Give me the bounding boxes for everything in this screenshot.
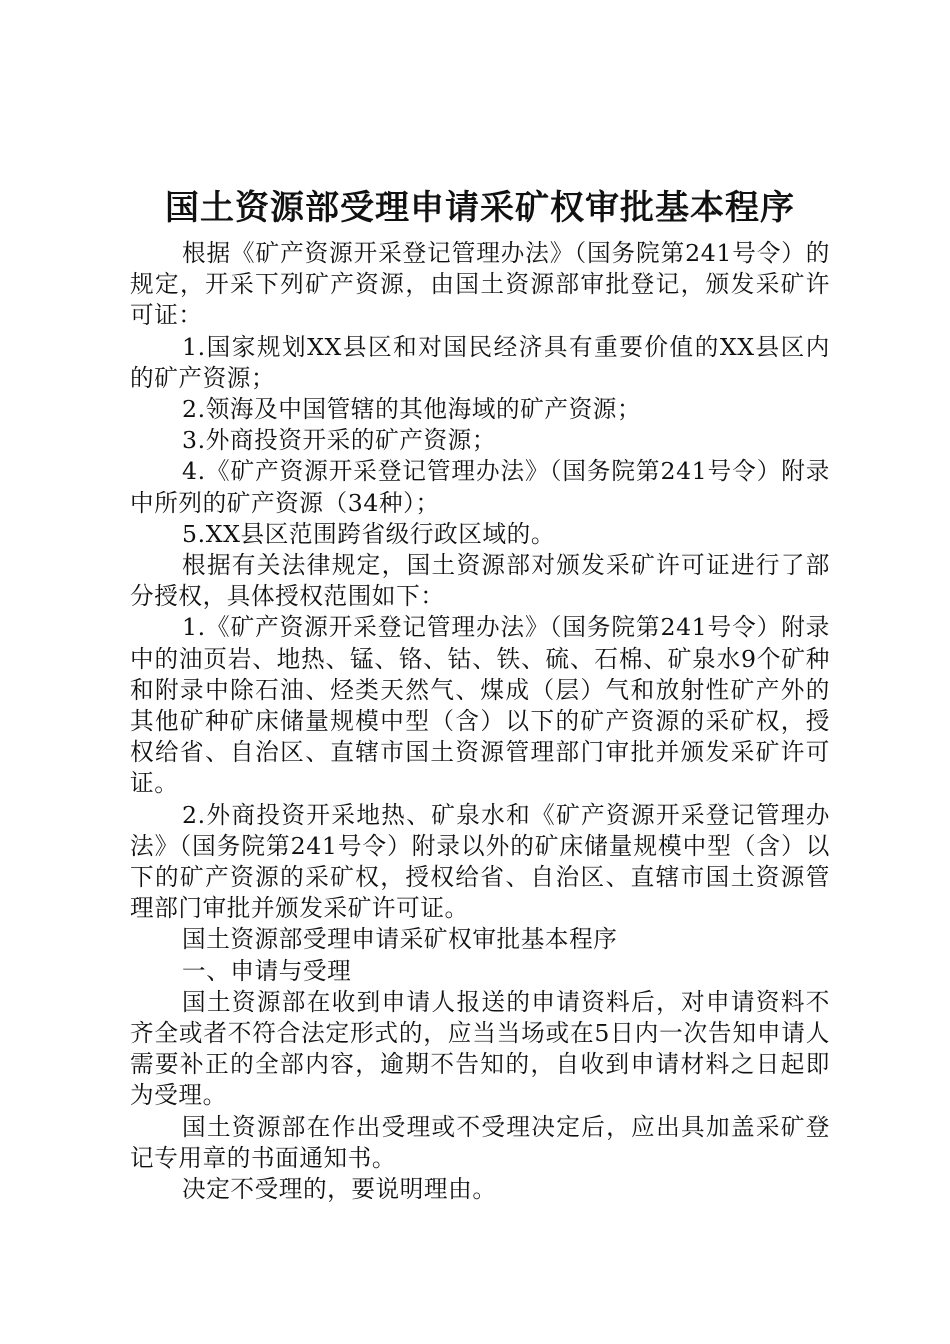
paragraph-item-5: 5.XX县区范围跨省级行政区域的。 <box>182 519 556 548</box>
paragraph-item-4: 4.《矿产资源开采登记管理办法》（国务院第241号令）附录中所列的矿产资源（34种）； <box>130 457 830 517</box>
paragraph-item-2: 2.领海及中国管辖的其他海域的矿产资源； <box>182 395 642 424</box>
document-page <box>130 184 830 1205</box>
paragraph-intro: 根据《矿产资源开采登记管理办法》（国务院第241号令）的规定，开采下列矿产资源，由国土资源部审批登记，颁发采矿许可证： <box>130 239 830 330</box>
section-heading-application: 一、申请与受理 <box>182 956 352 985</box>
paragraph-item-3: 3.外商投资开采的矿产资源； <box>182 426 497 455</box>
section-heading-procedure: 国土资源部受理申请采矿权审批基本程序 <box>182 925 618 954</box>
paragraph-rejection: 决定不受理的，要说明理由。 <box>182 1175 497 1204</box>
paragraph-item-1: 1.国家规划XX县区和对国民经济具有重要价值的XX县区内的矿产资源； <box>130 332 830 392</box>
document-title: 国土资源部受理申请采矿权审批基本程序 <box>165 188 795 228</box>
paragraph-notice: 国土资源部在作出受理或不受理决定后，应出具加盖采矿登记专用章的书面通知书。 <box>130 1112 830 1172</box>
paragraph-authorization: 根据有关法律规定，国土资源部对颁发采矿许可证进行了部分授权，具体授权范围如下： <box>130 551 830 611</box>
paragraph-authorization-item-2: 2.外商投资开采地热、矿泉水和《矿产资源开采登记管理办法》（国务院第241号令）附录以外的矿床储量规模中型（含）以下的矿产资源的采矿权，授权给省、自治区、直辖市国土资源管理部门审批并颁发采矿许可证。 <box>130 800 830 923</box>
paragraph-authorization-item-1: 1.《矿产资源开采登记管理办法》（国务院第241号令）附录中的油页岩、地热、锰、铬、钴、铁、硫、石棉、矿泉水9个矿种和附录中除石油、烃类天然气、煤成（层）气和放射性矿产外的其他矿种矿床储量规模中型（含）以下的矿产资源的采矿权，授权给省、自治区、直辖市国土资源管理部门审批并颁发采矿许可证。 <box>130 613 830 798</box>
paragraph-acceptance: 国土资源部在收到申请人报送的申请资料后，对申请资料不齐全或者不符合法定形式的，应当当场或在5日内一次告知申请人需要补正的全部内容，逾期不告知的，自收到申请材料之日起即为受理。 <box>130 987 830 1110</box>
